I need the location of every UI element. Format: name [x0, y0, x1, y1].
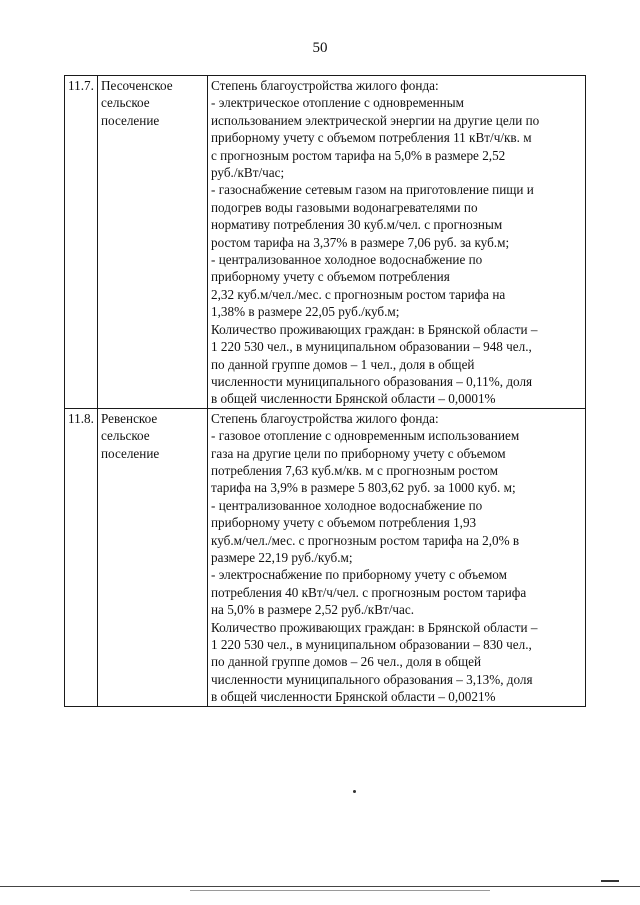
- description-line: по данной группе домов – 26 чел., доля в общей: [211, 654, 482, 670]
- description-line: нормативу потребления 30 куб.м/чел. с прогнозным: [211, 217, 503, 233]
- description-line: Степень благоустройства жилого фонда:: [211, 78, 439, 93]
- scan-edge-line: [0, 886, 640, 887]
- description-line: в общей численности Брянской области – 0,0021%: [211, 689, 496, 705]
- description-line: размере 22,19 руб./куб.м;: [211, 549, 353, 565]
- description-line: приборному учету с объемом потребления: [211, 269, 450, 285]
- description-line: - централизованное холодное водоснабжение по: [211, 497, 483, 513]
- row-number: 11.7.: [65, 76, 98, 409]
- table-body: [65, 76, 586, 707]
- description-line: 1 220 530 чел., в муниципальном образовании – 948 чел.,: [211, 339, 532, 355]
- description-line: потребления 40 кВт/ч/чел. с прогнозным ростом тарифа: [211, 584, 527, 600]
- description-line: численности муниципального образования – 3,13%, доля: [211, 671, 533, 687]
- description-line: 2,32 куб.м/чел./мес. с прогнозным ростом тарифа на: [211, 286, 506, 302]
- description-line: в общей численности Брянской области – 0,0001%: [211, 391, 496, 407]
- description-line: тарифа на 3,9% в размере 5 803,62 руб. за 1000 куб. м;: [211, 480, 516, 496]
- description-line: Количество проживающих граждан: в Брянской области –: [211, 619, 538, 635]
- table-row: [65, 408, 586, 706]
- settlement-name: [98, 408, 208, 706]
- description-line: ростом тарифа на 3,37% в размере 7,06 руб. за куб.м;: [211, 234, 510, 250]
- description-line: по данной группе домов – 1 чел., доля в общей: [211, 356, 475, 372]
- description-line: - электроснабжение по приборному учету с объемом: [211, 567, 507, 583]
- description-line: использованием электрической энергии на другие цели по: [211, 112, 540, 128]
- housing-description: [208, 76, 586, 409]
- description-line: Количество проживающих граждан: в Брянской области –: [211, 321, 538, 337]
- settlement-name: [98, 76, 208, 409]
- settlement-name-line: сельское: [101, 428, 150, 444]
- settlement-name-line: сельское: [101, 95, 150, 111]
- description-line: с прогнозным ростом тарифа на 5,0% в размере 2,52: [211, 147, 506, 163]
- table-row: [65, 76, 586, 409]
- scan-edge-tick: [601, 880, 619, 882]
- description-line: потребления 7,63 куб.м/кв. м с прогнозным ростом: [211, 462, 498, 478]
- scan-edge-line-thin: [190, 890, 490, 891]
- settlement-name-line: поселение: [101, 112, 160, 128]
- row-number: 11.8.: [65, 408, 98, 706]
- description-line: - газовое отопление с одновременным использованием: [211, 428, 520, 444]
- description-line: куб.м/чел./мес. с прогнозным ростом тарифа на 2,0% в: [211, 532, 520, 548]
- settlement-name-line: поселение: [101, 445, 160, 461]
- settlement-name-line: Песоченское: [101, 78, 173, 93]
- description-line: газа на другие цели по приборному учету с объемом: [211, 445, 506, 461]
- description-line: руб./кВт/час;: [211, 165, 285, 181]
- description-line: численности муниципального образования – 0,11%, доля: [211, 373, 533, 389]
- description-line: приборному учету с объемом потребления 11 кВт/ч/кв. м: [211, 130, 532, 146]
- scan-mark: [353, 790, 356, 793]
- settlements-table: [64, 75, 586, 707]
- description-line: Степень благоустройства жилого фонда:: [211, 410, 439, 426]
- description-line: - газоснабжение сетевым газом на приготовление пищи и: [211, 182, 534, 198]
- settlement-name-line: Ревенское: [101, 410, 158, 426]
- description-line: 1,38% в размере 22,05 руб./куб.м;: [211, 304, 400, 320]
- description-line: - электрическое отопление с одновременным: [211, 95, 464, 111]
- description-line: - централизованное холодное водоснабжение по: [211, 252, 483, 268]
- description-line: приборному учету с объемом потребления 1,93: [211, 515, 477, 531]
- page-number: 50: [312, 40, 328, 56]
- description-line: подогрев воды газовыми водонагревателями по: [211, 199, 478, 215]
- description-line: на 5,0% в размере 2,52 руб./кВт/час.: [211, 602, 415, 618]
- description-line: 1 220 530 чел., в муниципальном образовании – 830 чел.,: [211, 637, 532, 652]
- housing-description: [208, 408, 586, 706]
